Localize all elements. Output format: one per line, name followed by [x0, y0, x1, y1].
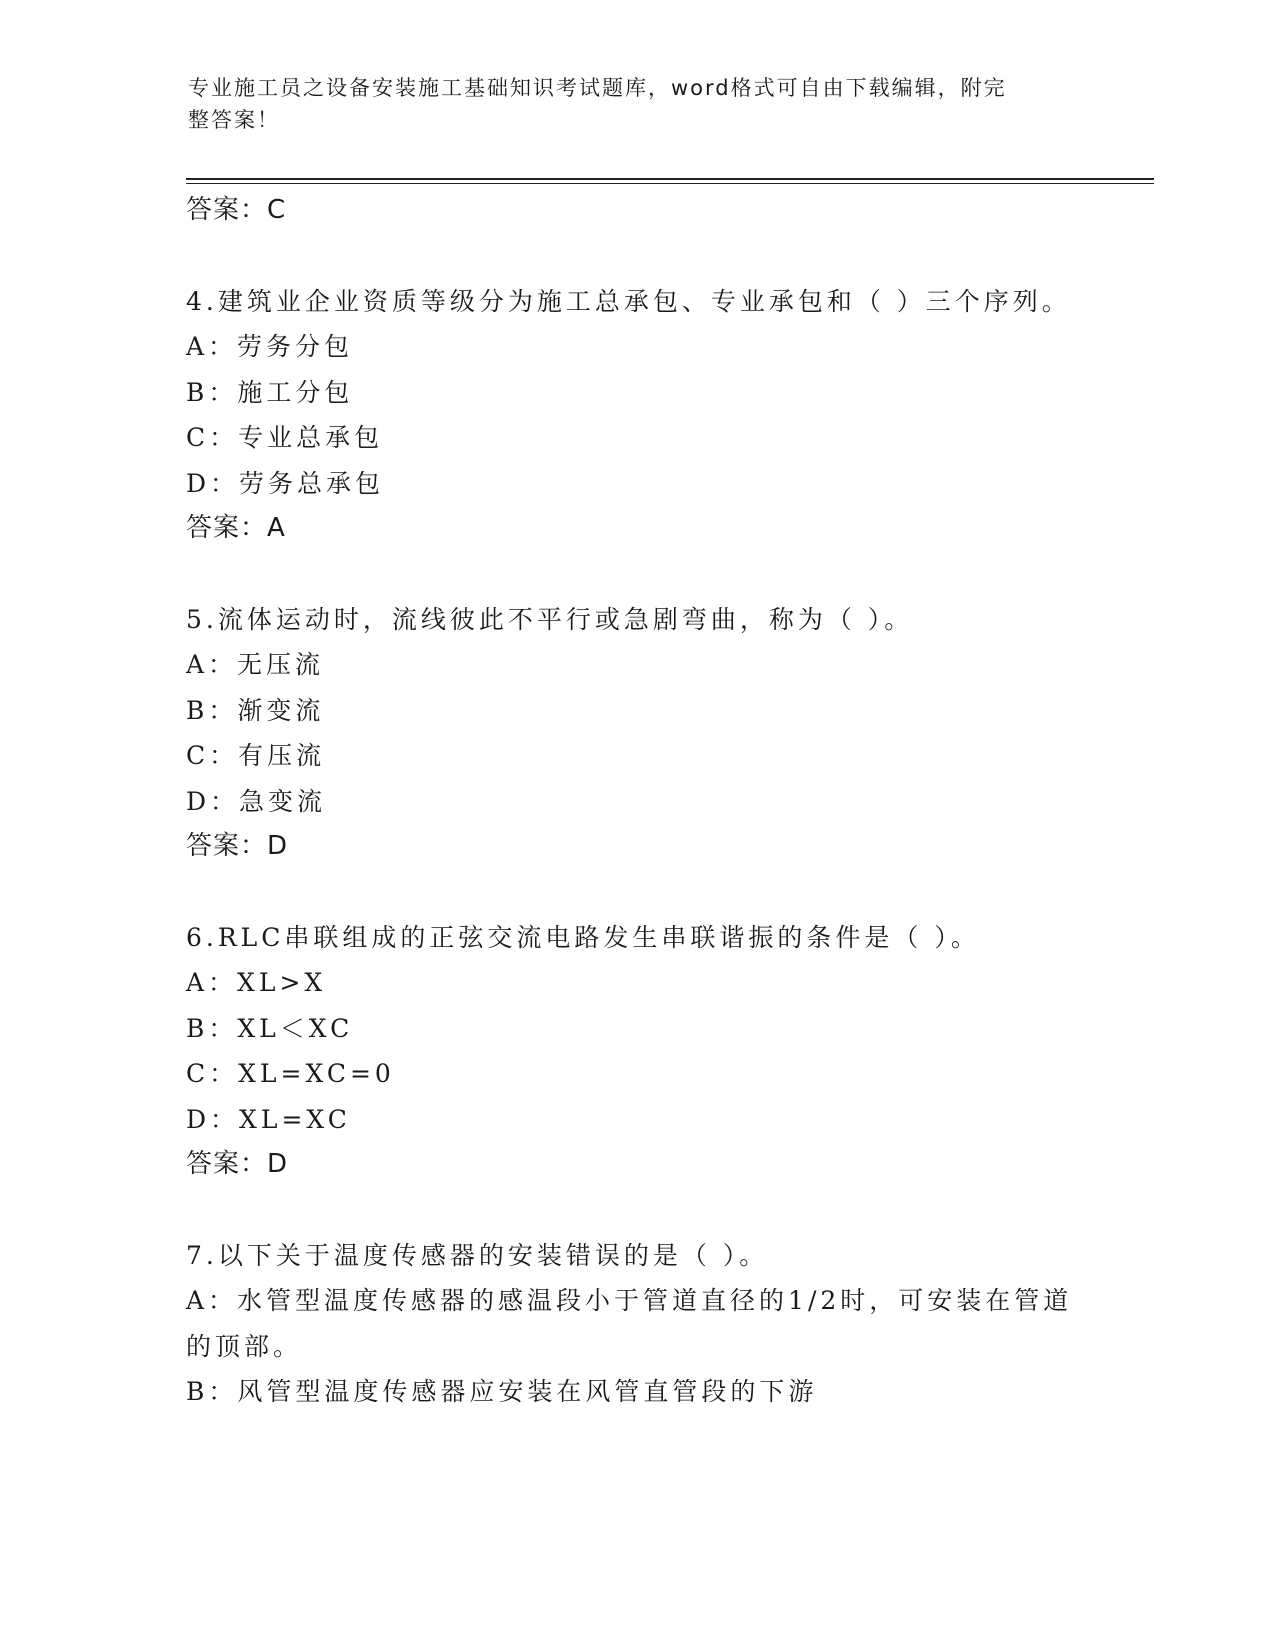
answer-line: 答案：C	[186, 195, 287, 225]
option-a: A：无压流	[186, 650, 325, 679]
option-c: C：有压流	[186, 741, 326, 770]
question-block	[186, 915, 1086, 1188]
answer-line: 答案：D	[186, 1149, 289, 1179]
option-c: C：专业总承包	[186, 423, 384, 452]
header-line-2: 整答案！	[188, 108, 280, 132]
option-b: B：施工分包	[186, 377, 354, 407]
document-header	[188, 72, 1068, 136]
question-stem: 4.建筑业企业资质等级分为施工总承包、专业承包和（ ）三个序列。	[186, 286, 1071, 316]
question-stem: 5.流体运动时，流线彼此不平行或急剧弯曲，称为（ ）。	[186, 604, 914, 634]
question-block	[186, 1233, 1086, 1415]
option-b: B：渐变流	[186, 695, 325, 725]
question-block	[186, 597, 1086, 870]
option-b: B：XL＜XC	[186, 1013, 354, 1043]
header-line-1: 专业施工员之设备安装施工基础知识考试题库，word格式可自由下载编辑，附完	[188, 76, 1007, 100]
option-a: A：劳务分包	[186, 332, 354, 361]
option-d: D：劳务总承包	[186, 468, 385, 498]
question-list	[186, 188, 1086, 1415]
question-block	[186, 279, 1086, 552]
answer-line: 答案：A	[186, 513, 286, 543]
option-d: D：急变流	[186, 786, 327, 816]
answer-line: 答案：D	[186, 831, 289, 861]
question-stem: 7.以下关于温度传感器的安装错误的是（ ）。	[186, 1240, 769, 1270]
header-rule-thin	[186, 183, 1154, 184]
option-d: D：XL=XC	[186, 1104, 351, 1134]
option-a: A：水管型温度传感器的感温段小于管道直径的1/2时，可安装在管道的顶部。	[186, 1286, 1073, 1361]
option-c: C：XL=XC=0	[186, 1059, 395, 1088]
header-rule	[186, 178, 1154, 180]
option-a: A：XL>X	[186, 968, 327, 997]
question-stem: 6.RLC串联组成的正弦交流电路发生串联谐振的条件是（ ）。	[186, 922, 980, 952]
option-b: B：风管型温度传感器应安装在风管直管段的下游	[186, 1377, 818, 1406]
